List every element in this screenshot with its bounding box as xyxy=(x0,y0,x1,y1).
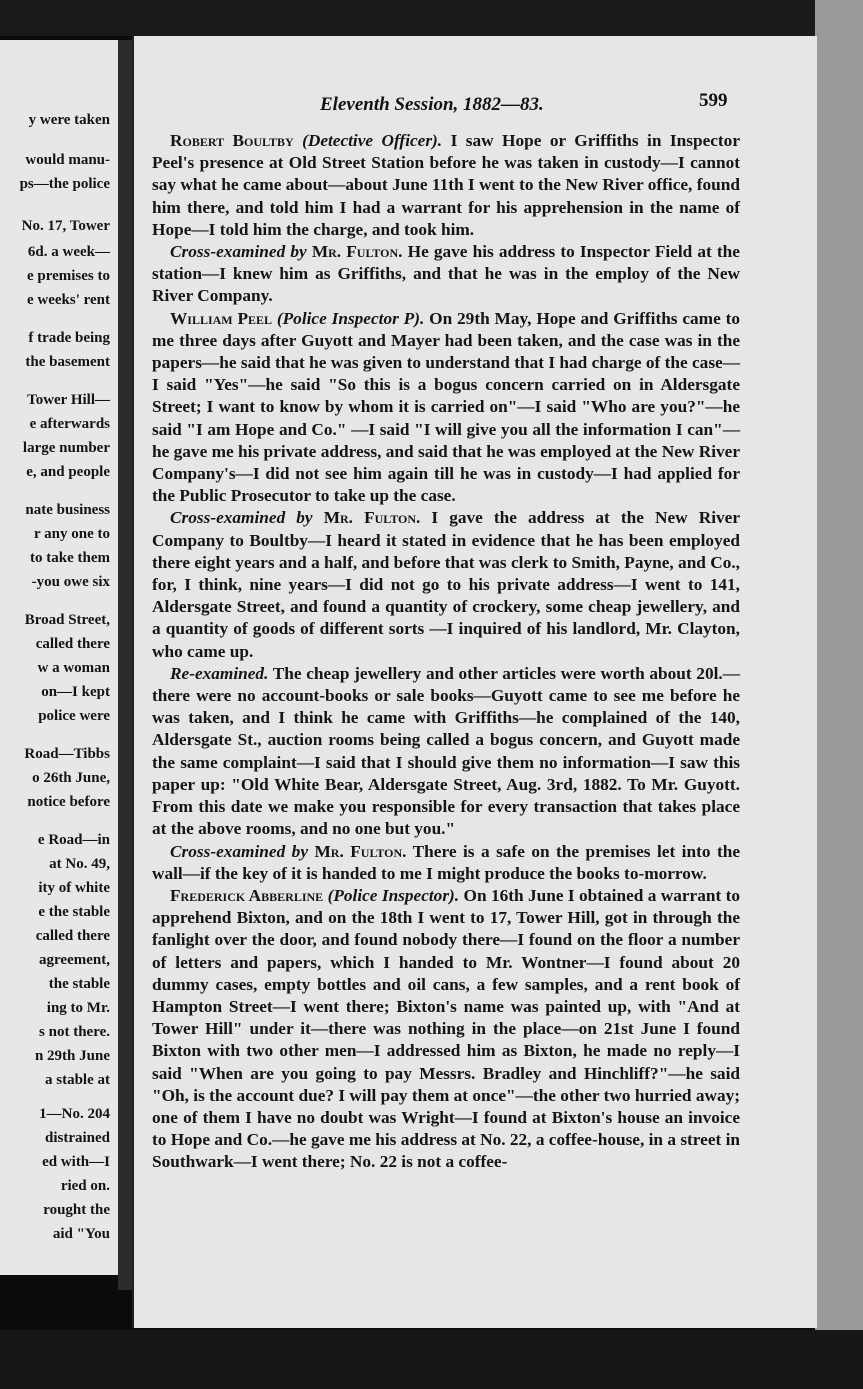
paragraph-cross-1 xyxy=(152,241,740,308)
left-page-line: r any one to xyxy=(34,526,110,542)
left-page-line: Broad Street, xyxy=(24,612,110,628)
paragraph-boultby xyxy=(152,130,740,241)
book-gutter xyxy=(118,40,132,1290)
paragraph-reexamined xyxy=(152,663,740,841)
left-page-line: large number xyxy=(22,440,110,456)
left-page-line: agreement, xyxy=(39,952,110,968)
left-page-line: 6d. a week— xyxy=(27,244,110,260)
left-page-line: e Road—in xyxy=(37,832,110,848)
left-page-line: notice before xyxy=(27,794,110,810)
left-page-line: nate business xyxy=(25,502,110,518)
left-page-line: distrained xyxy=(44,1130,110,1146)
witness-role: (Police Inspector). xyxy=(327,885,460,905)
left-page-line: to take them xyxy=(30,550,110,566)
left-page-line: the basement xyxy=(25,354,110,370)
left-page-line: at No. 49, xyxy=(49,856,110,872)
scan-top-edge xyxy=(0,0,863,36)
left-page-line: w a woman xyxy=(37,660,110,676)
testimony-text: On 16th June I obtained a warrant to apprehend Bixton, and on the 18th I went to 17, Tower Hill, got in through the fanlight over the door, and found nobody there—I found on the floor a number of letters and papers, which I handed to Mr. Wontner—I found about 20 dummy cases, empty bottles and oil cans, a few samples, and a rent book of Hampton Street—I went there; Bixton's name was painted up, with "And at Tower Hill" under it—there was nothing in the place—on 21st June I found Bixton with two other men—I addressed him as Bixton, he made no reply—I said "When are you going to pay Messrs. Bradley and Hinchliff?"—he said "Oh, is the account due? I will pay them at once"—the other two hurried away; one of them I have no doubt was Wright—I found at Bixton's house an invoice to Hope and Co.—he gave me his address at No. 22, a coffee-house, in a street in Southwark—I went there; No. 22 is not a coffee- xyxy=(152,885,740,1172)
left-page-line: ried on. xyxy=(60,1178,110,1194)
witness-name: William Peel xyxy=(170,308,273,328)
left-page-line: y were taken xyxy=(28,112,110,128)
exam-label: Cross-examined by xyxy=(170,508,313,528)
scan-bottom-edge xyxy=(0,1330,863,1389)
left-page-line: e weeks' rent xyxy=(26,292,110,308)
witness-name: Robert Boultby xyxy=(170,131,294,150)
left-page-line: ps—the police xyxy=(19,176,110,192)
scan-right-edge xyxy=(815,0,863,1389)
paragraph-peel xyxy=(152,308,740,508)
left-page-line: e premises to xyxy=(26,268,110,284)
paragraph-cross-3 xyxy=(152,841,740,885)
testimony-text: There is a safe on the premises let into the wall—if the key of it is handed to me I might produce the books to-morrow. xyxy=(152,841,740,883)
left-page-line: rought the xyxy=(43,1202,110,1218)
testimony-text: I gave the address at the New River Company to Boultby—I heard it stated in evidence that he has been employed there eight years and a half, and before that was clerk to Smith, Payne, and Co., for, I think, nine years—I did not go to his private address—I went to 141, Aldersgate Street, and found a quantity of crockery, some cheap jewellery, and a quantity of goods of different sorts —I inquired of his landlord, Mr. Clayton, who came up. xyxy=(152,508,740,661)
page-number: 599 xyxy=(699,90,728,111)
left-page-line: called there xyxy=(35,928,110,944)
left-page-line: ing to Mr. xyxy=(46,1000,110,1016)
left-page-line: o 26th June, xyxy=(32,770,110,786)
left-page-line: e the stable xyxy=(38,904,110,920)
testimony-text: He gave his address to Inspector Field at the station—I knew him as Griffiths, and that he was in the employ of the New River Company. xyxy=(152,242,740,306)
witness-role: (Detective Officer). xyxy=(302,131,443,150)
witness-name: Frederick Abberline xyxy=(170,885,324,905)
exam-label: Cross-examined by xyxy=(170,841,308,861)
left-page-line: ed with—I xyxy=(42,1154,110,1170)
testimony-text: I saw Hope or Griffiths in Inspector Peel's presence at Old Street Station before he was taken in custody—I cannot say what he came about—about June 11th I went to the New River office, found him there, and told him I had a warrant for his apprehension in the name of Hope—I told him the charge, and took him. xyxy=(152,131,740,239)
left-page-line: a stable at xyxy=(45,1072,110,1088)
exam-label: Cross-examined by xyxy=(170,242,307,262)
left-page-line: -you owe six xyxy=(31,574,110,590)
left-page-line: 1—No. 204 xyxy=(39,1106,110,1122)
left-page-line: ity of white xyxy=(38,880,110,896)
left-page-fragment xyxy=(0,40,118,1275)
right-page xyxy=(132,36,817,1328)
left-page-line: s not there. xyxy=(39,1024,110,1040)
witness-role: (Police Inspector P). xyxy=(276,308,425,328)
page-body xyxy=(152,130,740,1174)
left-page-line: would manu- xyxy=(25,152,110,168)
exam-label: Re-examined. xyxy=(170,663,269,683)
left-page-line: the stable xyxy=(48,976,110,992)
left-page-line: Tower Hill— xyxy=(27,392,110,408)
left-page-line: f trade being xyxy=(28,330,110,346)
paragraph-abberline xyxy=(152,885,740,1174)
counsel-name: Mr. Fulton. xyxy=(314,841,407,861)
left-page-line: police were xyxy=(38,708,110,724)
counsel-name: Mr. Fulton. xyxy=(323,508,421,528)
counsel-name: Mr. Fulton. xyxy=(311,242,403,262)
left-page-line: No. 17, Tower xyxy=(21,218,110,234)
left-page-line: aid "You xyxy=(52,1226,110,1242)
testimony-text: On 29th May, Hope and Griffiths came to me three days after Guyott and Mayer had been taken, and the case was in the papers—he said that he was given to understand that I had charge of the case—I said "Yes"—he said "So this is a bogus concern carried on in Aldersgate Street; I want to know by whom it is carried on"—I said "Who are you?"—he said "I am Hope and Co." —I said "I will give you all the information I can"—he gave me his private address, and said that he was employed at the New River Company's—I did not see him again till he was in custody—I had applied for the Public Prosecutor to take up the case. xyxy=(152,308,740,506)
left-page-line: e, and people xyxy=(26,464,110,480)
running-head: Eleventh Session, 1882—83. xyxy=(320,94,544,115)
left-page-line: called there xyxy=(35,636,110,652)
testimony-text: The cheap jewellery and other articles were worth about 20l.—there were no account-books or sale books—Guyott came to see me before he was taken, and I think he came with Griffiths—he complained of the 140, Aldersgate St., auction rooms being called a bogus concern, and Guyott made the same complaint—I said that I should give them no information—I saw this paper up: "Old White Bear, Aldersgate Street, Aug. 3rd, 1882. To Mr. Guyott. From this date we make you responsible for every transaction that takes place at the above rooms, and no one but you." xyxy=(152,663,740,839)
paragraph-cross-2 xyxy=(152,507,740,662)
left-page-line: Road—Tibbs xyxy=(24,746,110,762)
left-page-line: n 29th June xyxy=(34,1048,110,1064)
left-page-line: on—I kept xyxy=(41,684,110,700)
left-page-line: e afterwards xyxy=(29,416,110,432)
